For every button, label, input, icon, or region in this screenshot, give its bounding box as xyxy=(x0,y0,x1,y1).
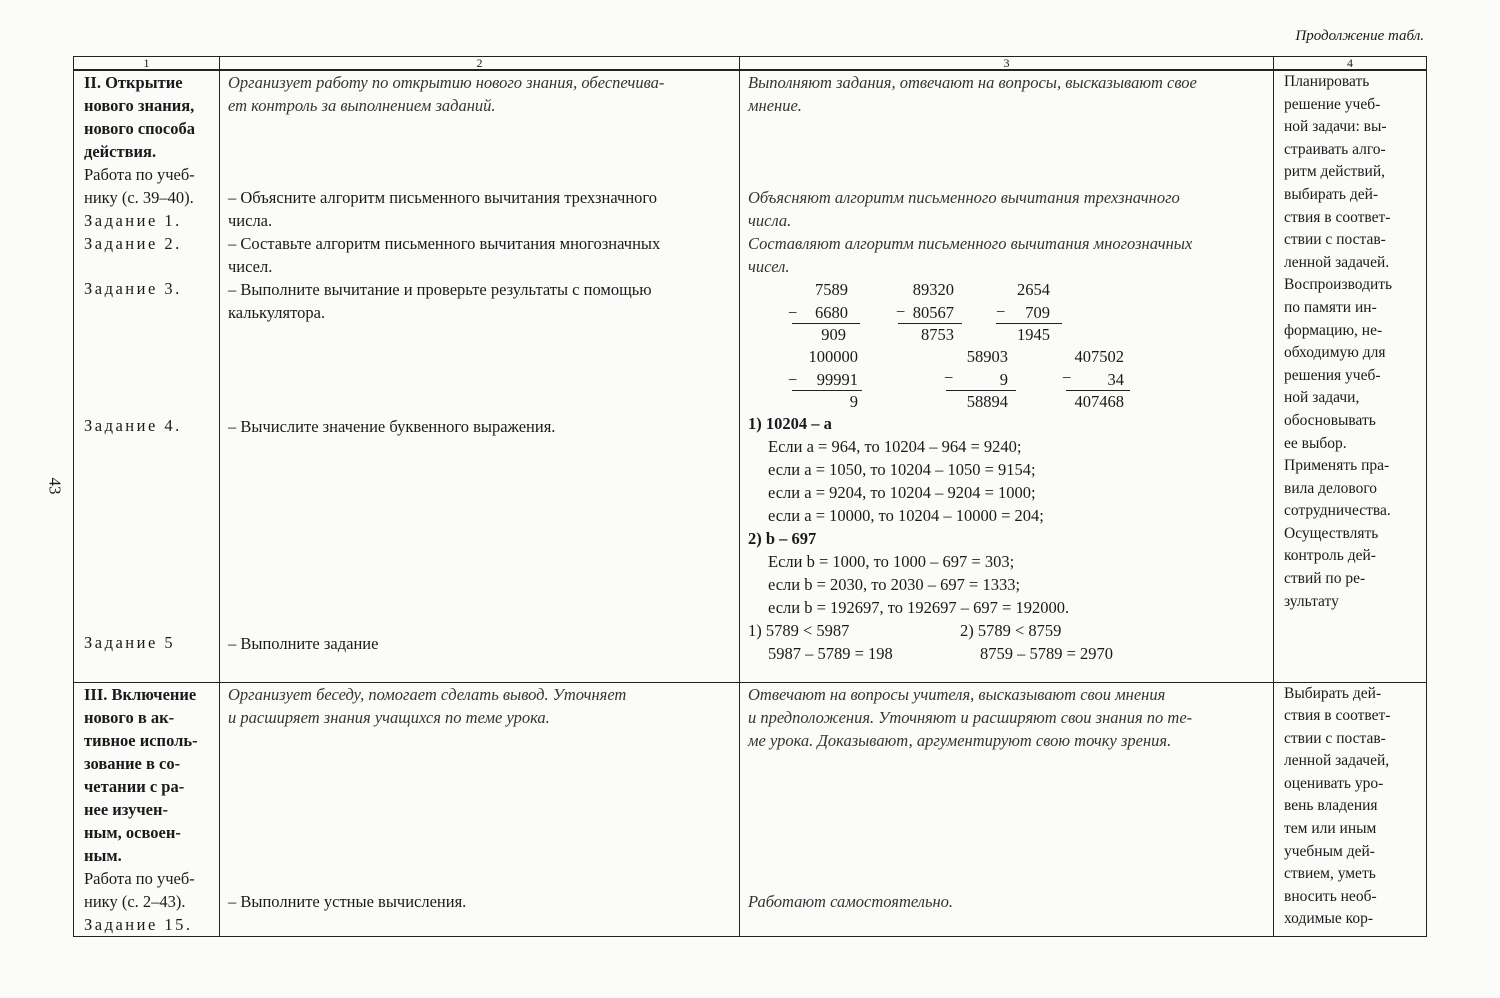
uud-line: ствием, уметь xyxy=(1284,865,1376,883)
uud-line: ленной задачей, xyxy=(1284,752,1390,770)
uud-line: решение учеб- xyxy=(1284,95,1381,113)
comparison: 2) 5789 < 8759 xyxy=(960,621,1062,640)
stage-title-line: III. Включение xyxy=(84,684,197,704)
comparison-line xyxy=(748,619,1265,642)
minuend: 2654 xyxy=(1017,280,1050,299)
student-line: чисел. xyxy=(748,257,790,276)
stage-title-line: II. Открытие xyxy=(84,73,183,92)
stage-row-2 xyxy=(74,70,1427,682)
difference: 58894 xyxy=(966,392,1008,411)
column-number-row xyxy=(74,57,1427,71)
stage-title-line: действия. xyxy=(84,142,157,161)
uud-line: сотрудничества. xyxy=(1284,502,1391,520)
expression-heading: 1) 10204 – a xyxy=(748,414,832,433)
instruction-line: – Составьте алгоритм письменного вычитания многозначных xyxy=(228,234,661,253)
difference: 9 xyxy=(849,392,858,411)
task-label: Задание 5 xyxy=(84,633,176,652)
uud-line: вень владения xyxy=(1284,797,1378,815)
minus-sign: − xyxy=(944,368,954,387)
comparison: 1) 5789 < 5987 xyxy=(748,621,850,640)
uud-line: ленной задачей. xyxy=(1284,253,1390,271)
learning-actions-cell xyxy=(1274,70,1427,682)
minus-sign: − xyxy=(896,302,906,321)
student-intro-line: и предположения. Уточняют и расширяют свои знания по те- xyxy=(748,707,1193,727)
task-label: Задание 2. xyxy=(84,234,182,253)
uud-line: Применять пра- xyxy=(1284,457,1390,475)
teacher-activity-cell xyxy=(220,682,740,936)
teacher-intro-line: Организует беседу, помогает сделать вывод. Уточняет xyxy=(228,684,627,704)
minuend: 58903 xyxy=(966,347,1008,366)
uud-line: тем или иным xyxy=(1284,820,1377,838)
comparison-line xyxy=(748,642,1265,665)
column-number: 2 xyxy=(220,57,740,71)
subtrahend: 709 xyxy=(1025,303,1050,322)
expression-line: если a = 10000, то 10204 – 10000 = 204; xyxy=(768,506,1044,525)
uud-line: ствии с постав- xyxy=(1284,729,1386,747)
difference: 909 xyxy=(821,325,846,344)
instruction-line: числа. xyxy=(228,211,273,230)
uud-line: ствий по ре- xyxy=(1284,570,1366,588)
learning-actions-cell xyxy=(1274,682,1427,936)
teacher-intro-line: Организует работу по открытию нового знания, обеспечива- xyxy=(228,73,665,92)
subtrahend: 99991 xyxy=(816,370,858,389)
uud-line: по памяти ин- xyxy=(1284,298,1377,316)
stage-title-line: нового знания, xyxy=(84,96,195,115)
minuend: 407502 xyxy=(1074,347,1124,366)
instruction-line: – Выполните задание xyxy=(228,634,379,653)
student-line: Работают самостоятельно. xyxy=(748,891,954,911)
column-number: 3 xyxy=(740,57,1274,71)
stage-title-line: зование в со- xyxy=(84,753,181,773)
page-number: 43 xyxy=(45,477,65,495)
teacher-activity-cell xyxy=(220,70,740,682)
stage-title-line: нее изучен- xyxy=(84,799,168,819)
subtrahend: 80567 xyxy=(912,303,954,322)
difference: 8753 xyxy=(921,325,954,344)
column-subtraction-examples xyxy=(748,278,1265,412)
task-label: Задание 15. xyxy=(84,914,193,934)
minuend: 89320 xyxy=(912,280,954,299)
difference: 1945 xyxy=(1017,325,1050,344)
difference: 407468 xyxy=(1074,392,1124,411)
uud-line: оценивать уро- xyxy=(1284,774,1384,792)
comparison-result: 5987 – 5789 = 198 xyxy=(768,644,893,663)
uud-line: вносить необ- xyxy=(1284,887,1377,905)
student-intro-line: Отвечают на вопросы учителя, высказывают свои мнения xyxy=(748,684,1166,704)
uud-line: решения учеб- xyxy=(1284,366,1381,384)
uud-line: обосновывать xyxy=(1284,411,1376,429)
lesson-plan-table xyxy=(73,56,1427,937)
instruction-line: – Выполните устные вычисления. xyxy=(228,891,467,911)
task-label: Задание 3. xyxy=(84,279,182,298)
uud-line: зультату xyxy=(1284,592,1339,610)
student-intro-line: мнение. xyxy=(748,96,802,115)
uud-line: Воспроизводить xyxy=(1284,276,1393,294)
expression-line: если b = 192697, то 192697 – 697 = 192000. xyxy=(768,598,1070,617)
stage-title-line: нового в ак- xyxy=(84,707,175,727)
uud-line: Выбирать дей- xyxy=(1284,684,1382,702)
minus-sign: − xyxy=(1062,368,1072,387)
uud-line: ствии с постав- xyxy=(1284,231,1386,249)
student-intro-line: ме урока. Доказывают, аргументируют свою точку зрения. xyxy=(748,730,1172,750)
minus-sign: − xyxy=(788,303,798,322)
uud-line: обходимую для xyxy=(1284,344,1386,362)
expression-line: Если a = 964, то 10204 – 964 = 9240; xyxy=(768,437,1022,456)
textbook-line: Работа по учеб- xyxy=(84,165,195,184)
task-label: Задание 4. xyxy=(84,416,182,435)
stage-title-line: тивное исполь- xyxy=(84,730,198,750)
textbook-line: нику (с. 2–43). xyxy=(84,891,186,911)
uud-line: ее выбор. xyxy=(1284,434,1347,452)
comparison-result: 8759 – 5789 = 2970 xyxy=(980,644,1114,663)
minus-sign: − xyxy=(996,302,1006,321)
subtrahend: 6680 xyxy=(815,303,848,322)
stage-title-line: ным. xyxy=(84,845,122,865)
expression-line: если a = 9204, то 10204 – 9204 = 1000; xyxy=(768,483,1036,502)
uud-line: Планировать xyxy=(1284,73,1370,90)
task-label: Задание 1. xyxy=(84,211,182,230)
instruction-line: калькулятора. xyxy=(228,303,326,322)
student-activity-cell xyxy=(740,682,1274,936)
student-line: числа. xyxy=(748,211,792,230)
uud-line: страивать алго- xyxy=(1284,140,1386,158)
uud-line: вила делового xyxy=(1284,479,1378,497)
uud-line: выбирать дей- xyxy=(1284,185,1379,203)
student-line: Объясняют алгоритм письменного вычитания трехзначного xyxy=(748,188,1180,207)
expression-line: если a = 1050, то 10204 – 1050 = 9154; xyxy=(768,460,1036,479)
continuation-note: Продолжение табл. xyxy=(1295,28,1424,44)
subtrahend: 34 xyxy=(1107,370,1124,389)
subtrahend: 9 xyxy=(999,370,1008,389)
student-activity-cell xyxy=(740,70,1274,682)
stage-title-line: ным, освоен- xyxy=(84,822,181,842)
uud-line: ритм действий, xyxy=(1284,163,1385,181)
minuend: 7589 xyxy=(815,280,848,299)
uud-line: ной задачи: вы- xyxy=(1284,118,1387,136)
uud-line: ной задачи, xyxy=(1284,389,1360,407)
textbook-line: нику (с. 39–40). xyxy=(84,188,194,207)
stage-cell xyxy=(74,682,220,936)
expression-line: Если b = 1000, то 1000 – 697 = 303; xyxy=(768,552,1015,571)
uud-line: Осуществлять xyxy=(1284,524,1379,542)
stage-title-line: четании с ра- xyxy=(84,776,185,796)
stage-row-3 xyxy=(74,682,1427,936)
instruction-line: – Выполните вычитание и проверьте результаты с помощью xyxy=(228,280,652,299)
stage-title-line: нового способа xyxy=(84,119,196,138)
uud-line: учебным дей- xyxy=(1284,842,1375,860)
uud-line: формацию, не- xyxy=(1284,321,1383,339)
stage-cell xyxy=(74,70,220,682)
textbook-line: Работа по учеб- xyxy=(84,868,195,888)
uud-line: ходимые кор- xyxy=(1284,910,1374,928)
teacher-intro-line: ет контроль за выполнением заданий. xyxy=(228,96,496,115)
instruction-line: чисел. xyxy=(228,257,273,276)
expression-line: если b = 2030, то 2030 – 697 = 1333; xyxy=(768,575,1021,594)
uud-line: ствия в соответ- xyxy=(1284,707,1391,725)
teacher-intro-line: и расширяет знания учащихся по теме урока. xyxy=(228,707,550,727)
uud-line: ствия в соответ- xyxy=(1284,208,1391,226)
column-number: 1 xyxy=(74,57,220,71)
minus-sign: − xyxy=(788,370,798,389)
instruction-line: – Объясните алгоритм письменного вычитания трехзначного xyxy=(228,188,658,207)
minuend: 100000 xyxy=(808,347,858,366)
uud-line: контроль дей- xyxy=(1284,547,1376,565)
student-line: Составляют алгоритм письменного вычитания многозначных xyxy=(748,234,1193,253)
student-intro-line: Выполняют задания, отвечают на вопросы, высказывают свое xyxy=(748,73,1197,92)
expression-heading: 2) b – 697 xyxy=(748,529,817,548)
instruction-line: – Вычислите значение буквенного выражения. xyxy=(228,417,556,436)
column-number: 4 xyxy=(1274,57,1427,71)
